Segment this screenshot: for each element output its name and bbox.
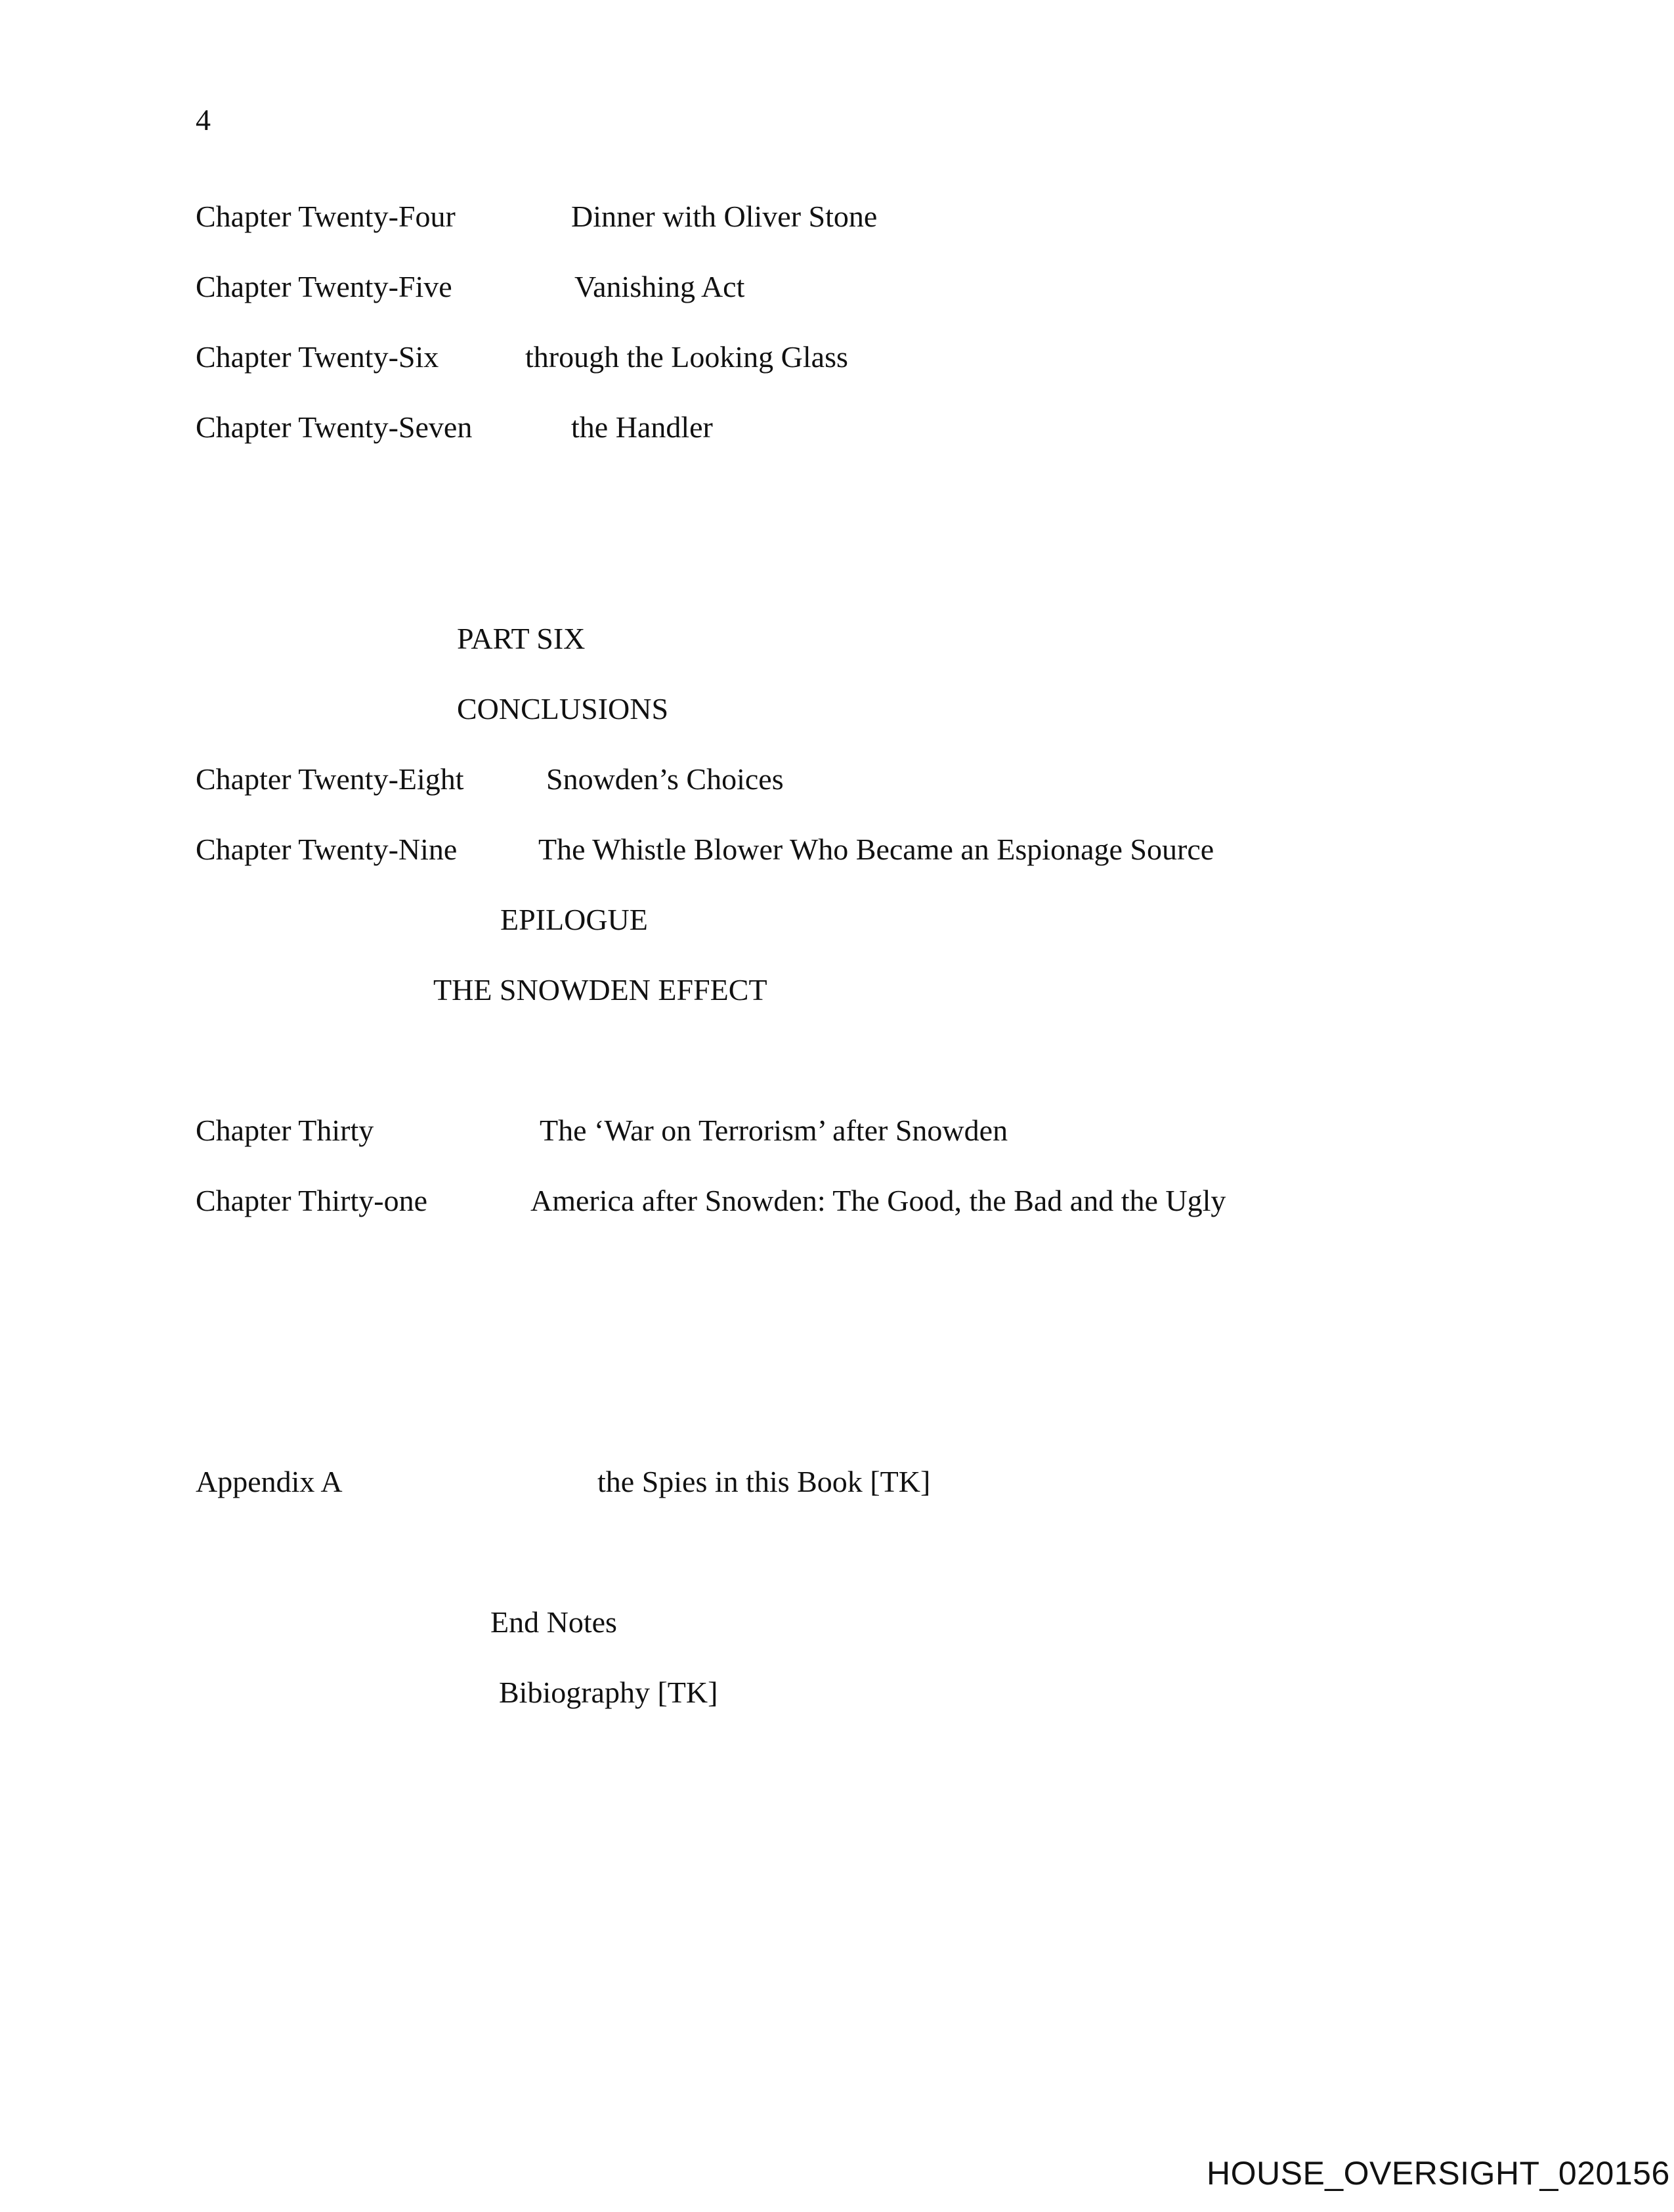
chapter-label: Chapter Thirty-one — [196, 1184, 427, 1217]
chapter-title: the Handler — [571, 410, 713, 444]
chapter-label: Chapter Twenty-Seven — [196, 410, 473, 444]
bibliography: Bibiography [TK] — [499, 1676, 718, 1709]
chapter-title: through the Looking Glass — [525, 340, 848, 374]
chapter-label: Chapter Twenty-Five — [196, 270, 452, 303]
epilogue-heading: EPILOGUE — [500, 903, 648, 936]
chapter-label: Chapter Twenty-Six — [196, 340, 439, 374]
chapter-label: Chapter Twenty-Nine — [196, 833, 458, 866]
chapter-title: Snowden’s Choices — [546, 762, 784, 796]
chapter-label: Chapter Thirty — [196, 1114, 374, 1147]
chapter-title: Vanishing Act — [574, 270, 745, 303]
page-number: 4 — [196, 103, 211, 137]
chapter-label: Chapter Twenty-Eight — [196, 762, 464, 796]
chapter-title: Dinner with Oliver Stone — [571, 200, 878, 233]
bates-stamp: HOUSE_OVERSIGHT_020156 — [1207, 2155, 1670, 2192]
appendix-label: Appendix A — [196, 1465, 343, 1498]
end-notes: End Notes — [490, 1605, 617, 1639]
epilogue-subheading: THE SNOWDEN EFFECT — [433, 973, 767, 1007]
chapter-label: Chapter Twenty-Four — [196, 200, 456, 233]
appendix-title: the Spies in this Book [TK] — [597, 1465, 931, 1498]
chapter-title: The ‘War on Terrorism’ after Snowden — [540, 1114, 1008, 1147]
chapter-title: America after Snowden: The Good, the Bad and the Ugly — [530, 1184, 1226, 1217]
chapter-title: The Whistle Blower Who Became an Espionage Source — [538, 833, 1214, 866]
part-heading: PART SIX — [457, 622, 586, 655]
part-subheading: CONCLUSIONS — [457, 692, 669, 726]
